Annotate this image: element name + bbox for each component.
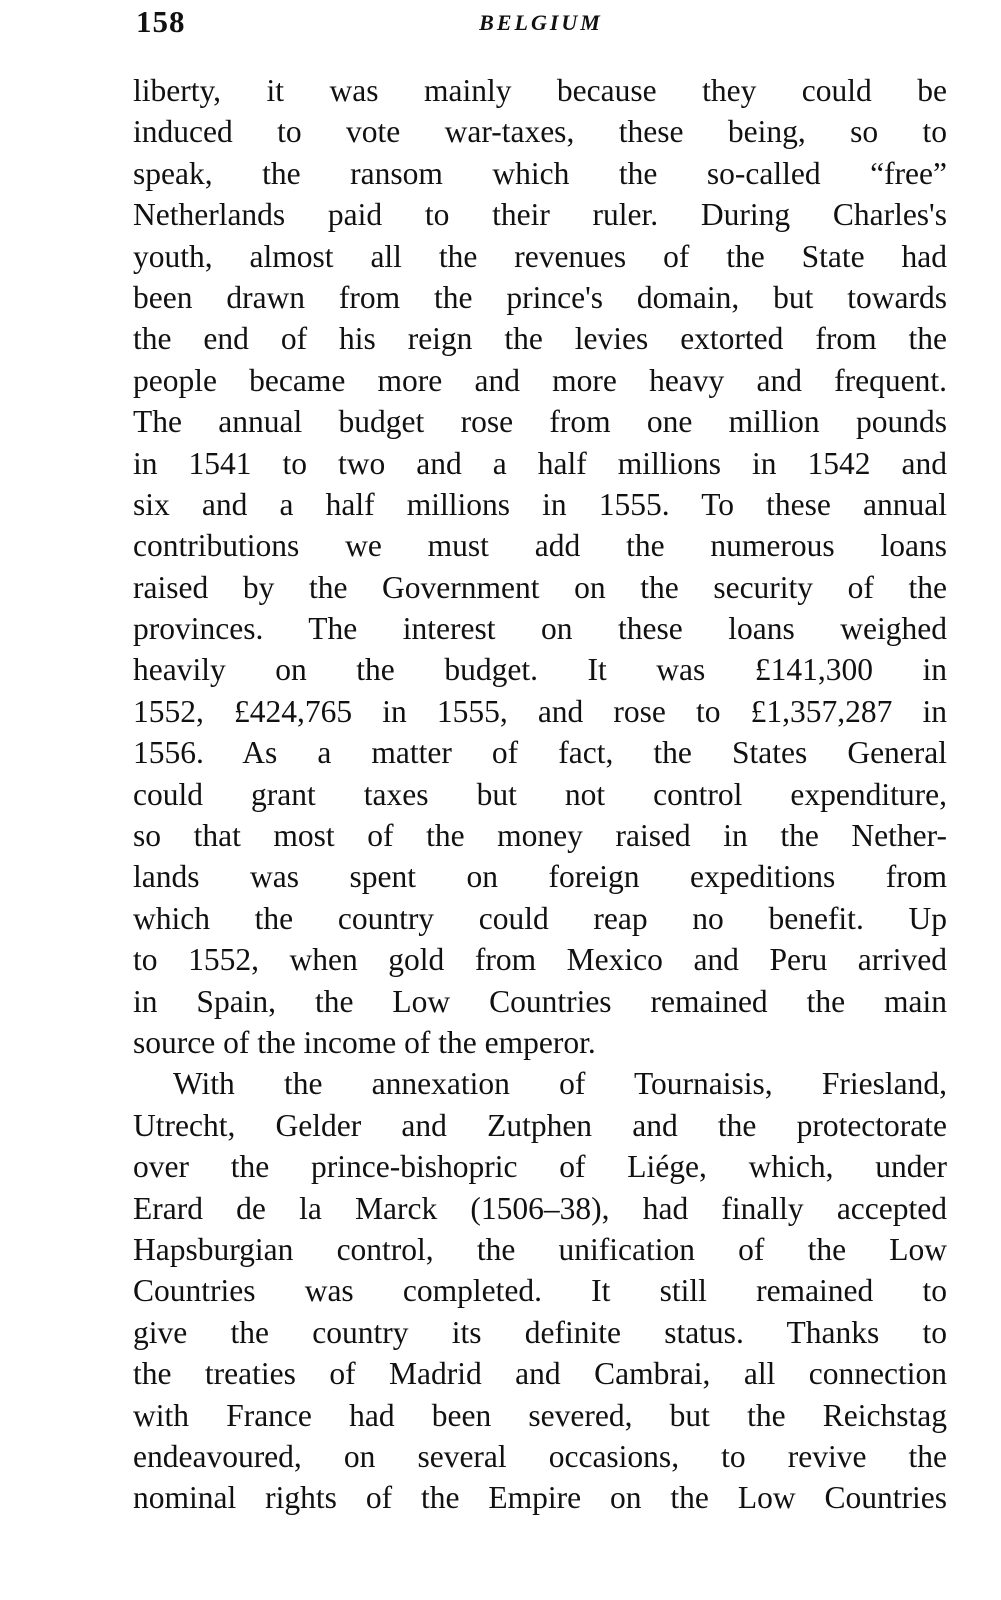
text-line: in 1541 to two and a half millions in 1542 and bbox=[133, 445, 947, 481]
text-line: Netherlands paid to their ruler. During Charles's bbox=[133, 197, 947, 233]
text-line: six and a half millions in 1555. To these annual bbox=[133, 486, 947, 522]
text-line: With the annexation of Tournaisis, Friesland, bbox=[173, 1066, 947, 1102]
running-head: BELGIUM bbox=[479, 10, 603, 35]
text-line: heavily on the budget. It was £141,300 in bbox=[133, 652, 947, 688]
text-line: which the country could reap no benefit. Up bbox=[133, 900, 947, 936]
text-line: Utrecht, Gelder and Zutphen and the protectorate bbox=[133, 1107, 947, 1143]
text-line: people became more and more heavy and frequent. bbox=[133, 362, 947, 398]
text-line: source of the income of the emperor. bbox=[133, 1024, 596, 1060]
text-line: contributions we must add the numerous loans bbox=[133, 528, 947, 564]
text-line: Countries was completed. It still remained to bbox=[133, 1273, 947, 1309]
text-line: nominal rights of the Empire on the Low Countries bbox=[133, 1480, 947, 1516]
text-line: been drawn from the prince's domain, but towards bbox=[133, 279, 947, 315]
text-line: with France had been severed, but the Reichstag bbox=[133, 1397, 947, 1433]
page-number: 158 bbox=[136, 4, 186, 39]
text-line: youth, almost all the revenues of the State had bbox=[133, 238, 947, 274]
text-line: the end of his reign the levies extorted from the bbox=[133, 321, 947, 357]
text-line: induced to vote war-taxes, these being, so to bbox=[133, 114, 947, 150]
text-line: in Spain, the Low Countries remained the main bbox=[133, 983, 947, 1019]
text-line: lands was spent on foreign expeditions from bbox=[133, 859, 947, 895]
text-line: speak, the ransom which the so-called “free” bbox=[133, 155, 947, 191]
paragraph-2 bbox=[133, 1063, 947, 1518]
text-line: Erard de la Marck (1506–38), had finally accepted bbox=[133, 1190, 947, 1226]
body-text bbox=[133, 70, 947, 1519]
text-line: could grant taxes but not control expenditure, bbox=[133, 776, 947, 812]
text-line: provinces. The interest on these loans weighed bbox=[133, 611, 947, 647]
text-line: to 1552, when gold from Mexico and Peru arrived bbox=[133, 942, 947, 978]
page-header bbox=[136, 4, 946, 46]
text-line: give the country its definite status. Thanks to bbox=[133, 1314, 947, 1350]
text-line: 1552, £424,765 in 1555, and rose to £1,357,287 in bbox=[133, 693, 947, 729]
text-line: liberty, it was mainly because they could be bbox=[133, 73, 947, 108]
text-line: Hapsburgian control, the unification of the Low bbox=[133, 1231, 947, 1267]
text-line: the treaties of Madrid and Cambrai, all connection bbox=[133, 1356, 947, 1392]
text-line: 1556. As a matter of fact, the States General bbox=[133, 735, 947, 771]
text-line: raised by the Government on the security of the bbox=[133, 569, 947, 605]
text-line: The annual budget rose from one million pounds bbox=[133, 404, 947, 440]
text-line: so that most of the money raised in the Nether- bbox=[133, 818, 947, 854]
paragraph-1 bbox=[133, 70, 947, 1063]
text-line: endeavoured, on several occasions, to revive the bbox=[133, 1438, 947, 1474]
text-line: over the prince-bishopric of Liége, which, under bbox=[133, 1149, 947, 1185]
